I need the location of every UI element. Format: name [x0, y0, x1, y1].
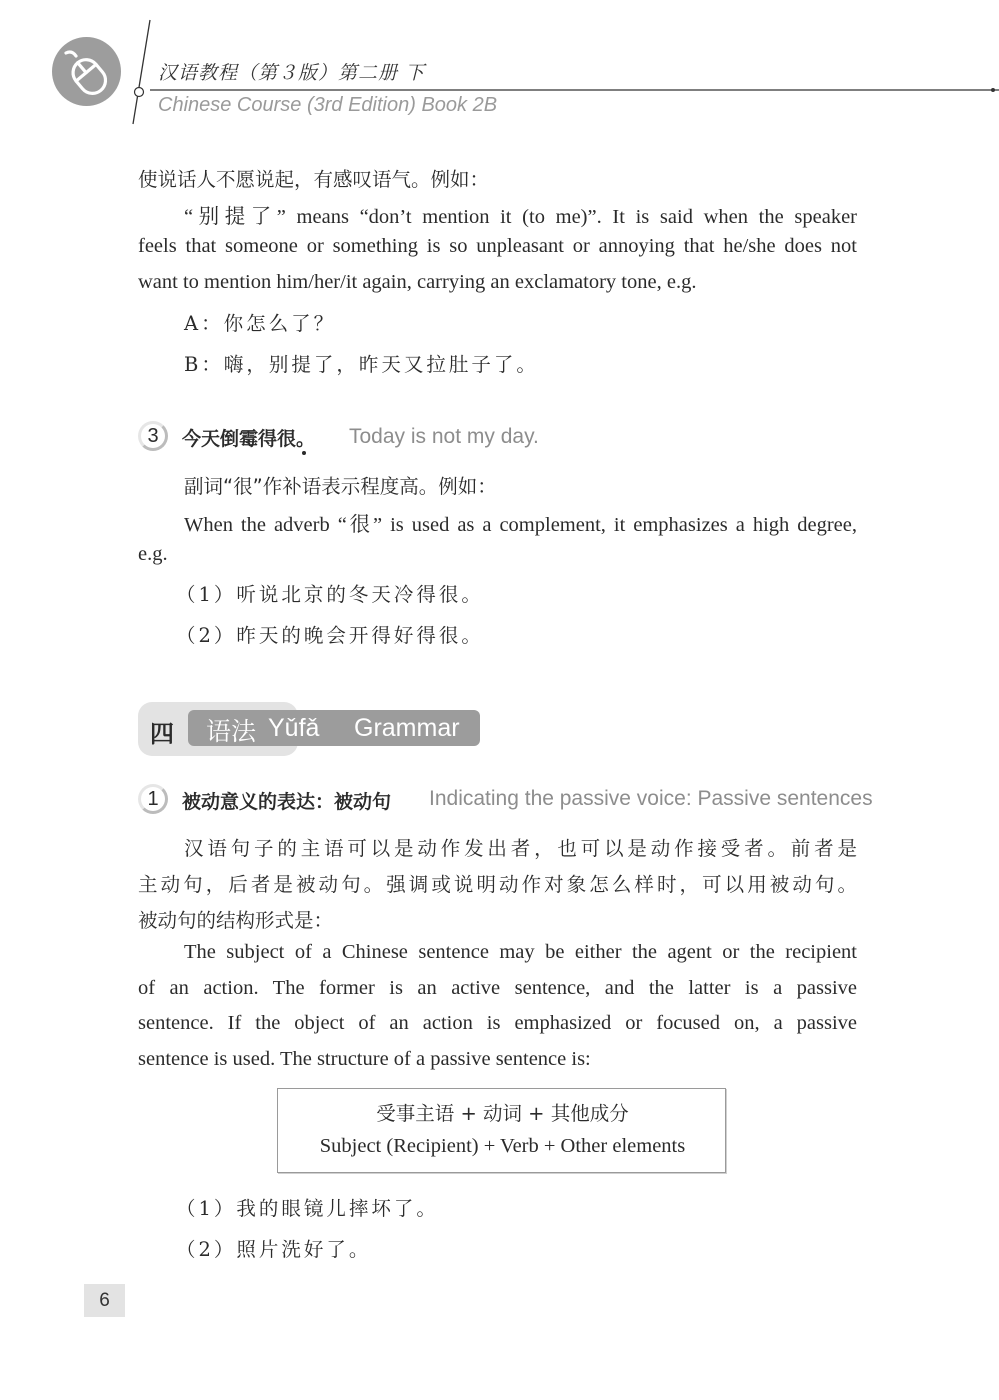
- paragraph-zh: 副词“很”作补语表示程度高。例如：: [184, 475, 497, 498]
- paragraph-en-line: e.g.: [138, 543, 168, 565]
- paragraph-zh: 使说话人不愿说起，有感叹语气。例如：: [138, 168, 490, 191]
- page-number: 6: [84, 1284, 125, 1317]
- example-line: （1）听说北京的冬天冷得很。: [176, 583, 484, 606]
- example-line: B：嗨，别提了，昨天又拉肚子了。: [184, 353, 539, 376]
- example-line: （2）昨天的晚会开得好得很。: [176, 624, 484, 647]
- point-title-zh: 被动意义的表达：被动句: [182, 791, 392, 813]
- example-line: （2）照片洗好了。: [176, 1238, 372, 1261]
- paragraph-en-line: feels that someone or something is so unpleasant or annoying that he/she does not: [138, 235, 857, 257]
- book-title-en: Chinese Course (3rd Edition) Book 2B: [158, 94, 498, 116]
- section-number: 四: [150, 720, 174, 748]
- emphasis-dot: [302, 451, 306, 455]
- section-title-pinyin: Yǔfǎ: [268, 714, 320, 742]
- point-title-zh: 今天倒霉得很。: [182, 428, 316, 450]
- point-title-en: Today is not my day.: [349, 425, 539, 448]
- structure-formula-box: [277, 1088, 726, 1173]
- paragraph-en-line: When the adverb “很” is used as a complement, it emphasizes a high degree,: [184, 514, 857, 536]
- paragraph-en-line: “别提了” means “don’t mention it (to me)”. It is said when the speaker: [184, 206, 857, 228]
- book-title-zh: 汉语教程（第３版）第二册 下: [158, 62, 426, 84]
- point-number-badge: 1: [138, 784, 168, 814]
- mouse-logo-icon: [52, 37, 121, 106]
- structure-formula-en: Subject (Recipient) + Verb + Other elements: [319, 1135, 686, 1157]
- paragraph-zh: 被动句的结构形式是：: [138, 909, 334, 932]
- paragraph-en-line: want to mention him/her/it again, carrying an exclamatory tone, e.g.: [138, 271, 697, 293]
- structure-formula-zh: 受事主语 + 动词 + 其他成分: [376, 1102, 629, 1125]
- point-number-badge: 3: [138, 421, 168, 451]
- section-title-en: Grammar: [354, 714, 460, 742]
- paragraph-en-line: sentence is used. The structure of a passive sentence is:: [138, 1048, 591, 1070]
- paragraph-en-line: The subject of a Chinese sentence may be either the agent or the recipient: [184, 941, 857, 963]
- paragraph-en-line: sentence. If the object of an action is emphasized or focused on, a passive: [138, 1012, 857, 1034]
- header-rule: [0, 0, 999, 130]
- paragraph-en-line: of an action. The former is an active sentence, and the latter is a passive: [138, 977, 857, 999]
- paragraph-zh: 汉语句子的主语可以是动作发出者，也可以是动作接受者。前者是: [184, 837, 857, 860]
- example-line: A：你怎么了？: [184, 312, 337, 335]
- paragraph-zh: 主动句，后者是被动句。强调或说明动作对象怎么样时，可以用被动句。: [138, 873, 857, 896]
- point-title-en: Indicating the passive voice: Passive sentences: [429, 787, 873, 810]
- section-title-zh: 语法: [206, 717, 257, 746]
- example-line: （1）我的眼镜儿摔坏了。: [176, 1197, 439, 1220]
